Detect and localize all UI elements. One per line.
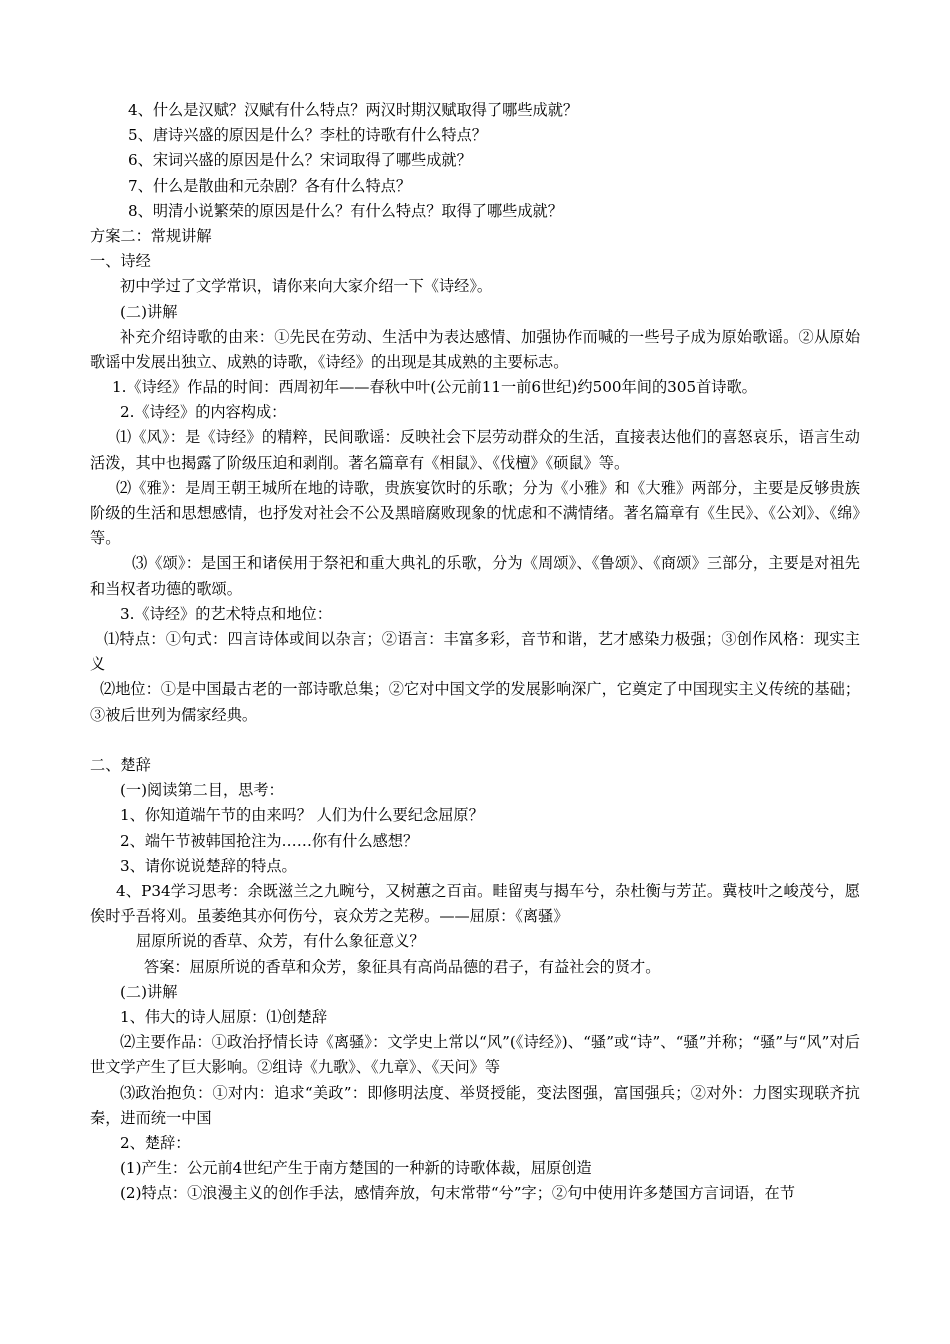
question-4: 4、什么是汉赋？汉赋有什么特点？两汉时期汉赋取得了哪些成就？ <box>128 101 579 119</box>
section1-intro: 初中学过了文学常识，请你来向大家介绍一下《诗经》。 <box>120 277 493 296</box>
section1-item3: 3.《诗经》的艺术特点和地位： <box>120 604 332 623</box>
section2-question-1: 1、你知道端午节的由来吗？ 人们为什么要纪念屈原？ <box>120 806 484 825</box>
question-5: 5、唐诗兴盛的原因是什么？李杜的诗歌有什么特点？ <box>128 126 487 145</box>
section1-features-paragraph: ⑴特点：①句式：四言诗体或间以杂言；②语言：丰富多彩，音节和谐，艺才感染力极强；③创作风格：现实主义 <box>90 630 860 674</box>
section1-heading: 一、诗经 <box>90 252 151 271</box>
section2-quyuan-works: ⑵主要作品：①政治抒情长诗《离骚》：文学史上常以“风”(《诗经》)、“骚”或“诗”、“骚”并称；“骚”与“风”对后世文学产生了巨大影响。②组诗《九歌》、《九章》、《天问》等 <box>90 1033 860 1077</box>
section1-feng-paragraph: ⑴《风》：是《诗经》的精粹，民间歌谣：反映社会下层劳动群众的生活，直接表达他们的喜怒哀乐，语言生动活泼，其中也揭露了阶级压迫和剥削。著名篇章有《相鼠》、《伐檀》《硕鼠》等。 <box>90 428 860 472</box>
section1-origin-paragraph: 补充介绍诗歌的由来：①先民在劳动、生活中为表达感情、加强协作而喊的一些号子成为原始歌谣。②从原始歌谣中发展出独立、成熟的诗歌，《诗经》的出现是其成熟的主要标志。 <box>90 327 860 371</box>
section2-chuci-features: (2)特点：①浪漫主义的创作手法，感情奔放，句末常带“兮”字；②句中使用许多楚国方言词语，在节 <box>120 1184 795 1203</box>
question-8: 8、明清小说繁荣的原因是什么？有什么特点？取得了哪些成就？ <box>128 201 563 220</box>
blank-line <box>90 728 860 753</box>
section1-ya-paragraph: ⑵《雅》：是周王朝王城所在地的诗歌，贵族宴饮时的乐歌；分为《小雅》和《大雅》两部分，主要是反够贵族阶级的生活和思想感情，也抒发对社会不公及黑暗腐败现象的忧虑和不满情绪。著名篇章有《生民》、《公刘》、《绵》等。 <box>90 478 860 548</box>
section1-lecture-heading: (二)讲解 <box>120 302 178 321</box>
question-7: 7、什么是散曲和元杂剧？各有什么特点？ <box>128 176 412 195</box>
section2-chuci-origin: (1)产生：公元前4世纪产生于南方楚国的一种新的诗歌体裁，屈原创造 <box>120 1159 592 1178</box>
plan2-heading: 方案二：常规讲解 <box>90 226 212 245</box>
section2-quyuan-title: 1、伟大的诗人屈原：⑴创楚辞 <box>120 1007 328 1026</box>
section1-song-paragraph: ⑶《颂》：是国王和诸侯用于祭祀和重大典礼的乐歌，分为《周颂》、《鲁颂》、《商颂》三部分，主要是对祖先和当权者功德的歌颂。 <box>90 554 860 598</box>
section2-chuci-title: 2、楚辞： <box>120 1133 191 1152</box>
section1-item2: 2.《诗经》的内容构成： <box>120 403 287 422</box>
section1-status-paragraph: ⑵地位：①是中国最古老的一部诗歌总集；②它对中国文学的发展影响深广，它奠定了中国现实主义传统的基础；③被后世列为儒家经典。 <box>90 680 860 724</box>
document-page <box>90 98 860 1207</box>
section1-item1: 1.《诗经》作品的时间：西周初年——春秋中叶(公元前11一前6世纪)约500年间的305首诗歌。 <box>112 378 757 397</box>
question-6: 6、宋词兴盛的原因是什么？宋词取得了哪些成就？ <box>128 151 472 170</box>
section2-question-3: 3、请你说说楚辞的特点。 <box>120 856 297 875</box>
section2-read-heading: (一)阅读第二目，思考： <box>120 781 284 800</box>
section2-lecture-heading: (二)讲解 <box>120 982 178 1001</box>
section2-heading: 二、楚辞 <box>90 756 151 775</box>
section2-quyuan-politics: ⑶政治抱负：①对内：追求“美政”：即修明法度、举贤授能，变法图强，富国强兵；②对外：力图实现联齐抗秦，进而统一中国 <box>90 1083 860 1127</box>
section2-question-4-prompt: 屈原所说的香草、众芳，有什么象征意义？ <box>136 932 425 951</box>
section2-question-2: 2、端午节被韩国抢注为……你有什么感想？ <box>120 831 419 850</box>
section2-question-4-answer: 答案：屈原所说的香草和众芳，象征具有高尚品德的君子，有益社会的贤才。 <box>144 957 661 976</box>
section2-question-4: 4、P34学习思考：余既滋兰之九畹兮，又树蕙之百亩。畦留夷与揭车兮，杂杜衡与芳芷。冀枝叶之峻茂兮，愿俟时乎吾将刈。虽萎绝其亦何伤兮，哀众芳之芜秽。——屈原：《离骚》 <box>90 882 860 926</box>
